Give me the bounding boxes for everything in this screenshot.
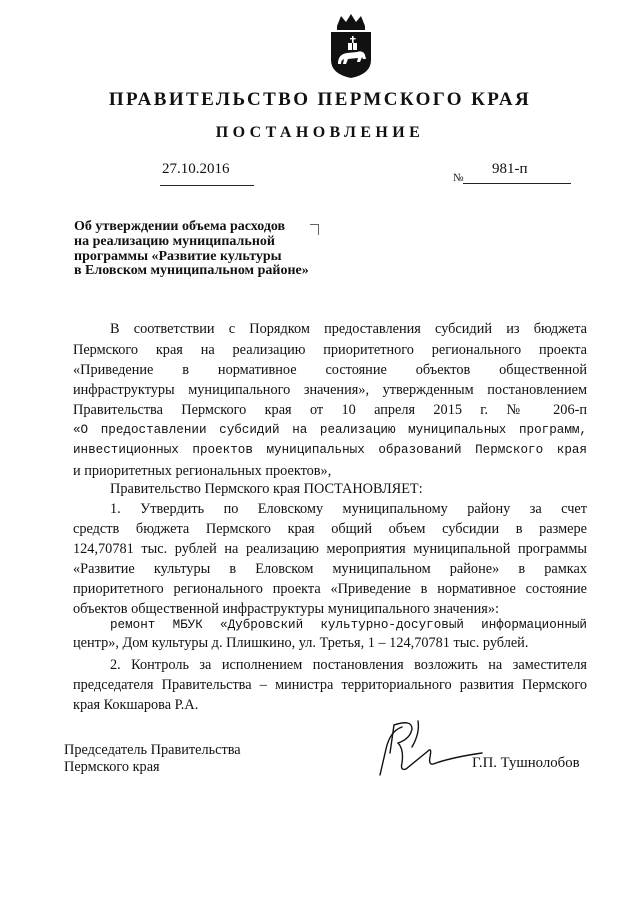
signatory-title-line: Пермского края bbox=[64, 759, 160, 775]
subject-line: программы «Развитие культуры bbox=[74, 248, 282, 264]
preamble-line: Пермского края на реализацию приоритетного регионального проекта bbox=[73, 342, 587, 358]
perm-krai-coat-of-arms-icon bbox=[327, 12, 375, 80]
document-type: ПОСТАНОВЛЕНИЕ bbox=[215, 124, 425, 141]
subject-line: в Еловском муниципальном районе» bbox=[74, 263, 309, 279]
item1-line: приоритетного регионального проекта «Приведение в нормативное состояние bbox=[73, 581, 587, 597]
subject-corner-mark bbox=[310, 224, 319, 235]
item2-line: председателя Правительства – министра территориального развития Пермского bbox=[73, 677, 587, 693]
item1-line: «Развитие культуры в Еловском муниципальном районе» в рамках bbox=[73, 561, 587, 577]
number-underline bbox=[463, 183, 571, 184]
document-number: 981-п bbox=[492, 161, 528, 177]
subject-line: Об утверждении объема расходов bbox=[74, 219, 286, 234]
item1-line: объектов общественной инфраструктуры муниципального значения»: bbox=[73, 601, 499, 617]
preamble-line: В соответствии с Порядком предоставления субсидий из бюджета bbox=[110, 321, 587, 337]
item1-detail-line: ремонт МБУК «Дубровский культурно-досуговый информационный bbox=[110, 618, 587, 632]
preamble-line: инвестиционных проектов муниципальных образований Пермского края bbox=[73, 443, 587, 457]
item1-line: средств бюджета Пермского края общий объем субсидии в размере bbox=[73, 521, 587, 537]
item2-line: 2. Контроль за исполнением постановления возложить на заместителя bbox=[110, 657, 587, 673]
preamble-line: «О предоставлении субсидий на реализацию муниципальных программ, bbox=[73, 423, 587, 437]
date-underline bbox=[160, 185, 254, 186]
document-subject bbox=[74, 220, 344, 279]
item2-line: края Кокшарова Р.А. bbox=[73, 697, 199, 713]
number-sign: № bbox=[453, 172, 464, 184]
preamble-line: и приоритетных региональных проектов», bbox=[73, 463, 332, 479]
item1-line: 1. Утвердить по Еловскому муниципальному району за счет bbox=[110, 501, 587, 517]
preamble-line: инфраструктуры муниципального значения», утвержденным постановлением bbox=[73, 382, 587, 398]
signatory-name: Г.П. Тушнолобов bbox=[472, 755, 580, 771]
signatory-title-line: Председатель Правительства bbox=[64, 742, 241, 758]
government-title: ПРАВИТЕЛЬСТВО ПЕРМСКОГО КРАЯ bbox=[108, 89, 532, 110]
item1-detail-line: центр», Дом культуры д. Плишкино, ул. Третья, 1 – 124,70781 тыс. рублей. bbox=[73, 635, 529, 651]
preamble-line: Правительства Пермского края от 10 апреля 2015 г. № 206-п bbox=[73, 402, 587, 418]
item1-line: 124,70781 тыс. рублей на реализацию мероприятия муниципальной программы bbox=[73, 541, 587, 557]
document-date: 27.10.2016 bbox=[162, 161, 230, 177]
preamble-line: «Приведение в нормативное состояние объектов общественной bbox=[73, 362, 587, 378]
subject-line: на реализацию муниципальной bbox=[74, 233, 275, 249]
resolves-line: Правительство Пермского края ПОСТАНОВЛЯЕТ: bbox=[110, 481, 423, 497]
